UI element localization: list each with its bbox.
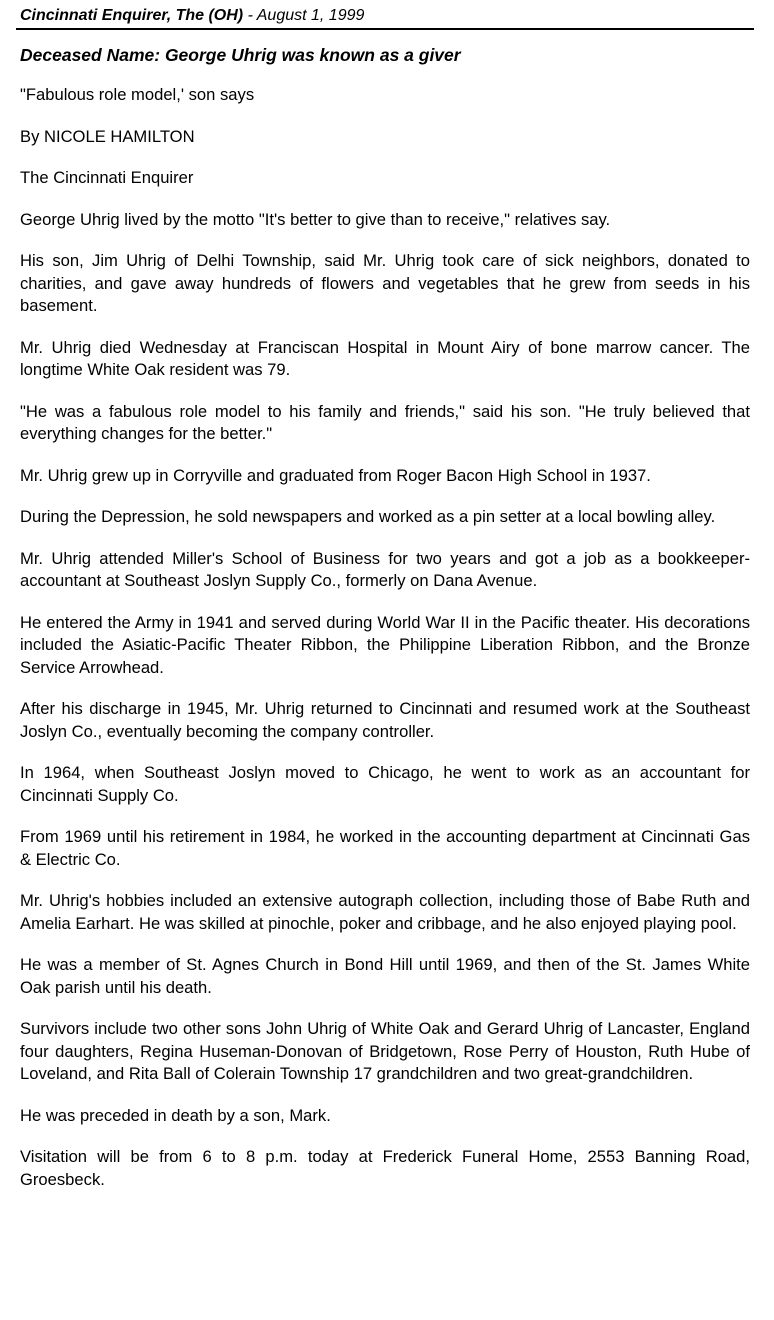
article-paragraph: He entered the Army in 1941 and served during World War II in the Pacific theater. His decorations included the Asiatic-Pacific Theater Ribbon, the Philippine Liberation Ribbon, and the Bronze Service Arrowhead. bbox=[20, 612, 750, 677]
article-paragraph: Mr. Uhrig grew up in Corryville and graduated from Roger Bacon High School in 1937. bbox=[20, 465, 651, 485]
article-body bbox=[20, 84, 750, 1191]
article-paragraph: George Uhrig lived by the motto "It's better to give than to receive," relatives say. bbox=[20, 209, 611, 229]
article-paragraph: Mr. Uhrig attended Miller's School of Business for two years and got a job as a bookkeeper-accountant at Southeast Joslyn Supply Co., formerly on Dana Avenue. bbox=[20, 548, 750, 590]
masthead-separator: - bbox=[243, 7, 257, 24]
article-paragraph: During the Depression, he sold newspapers and worked as a pin setter at a local bowling alley. bbox=[20, 507, 716, 526]
article-headline: Deceased Name: George Uhrig was known as a giver bbox=[20, 45, 461, 65]
article-paragraph: Survivors include two other sons John Uhrig of White Oak and Gerard Uhrig of Lancaster, England four daughters, Regina Huseman-Donovan of Bridgetown, Rose Perry of Houston, Ruth Hube of Loveland, and Rita Ball of Colerain Township 17 grandchildren and two great-grandchildren. bbox=[20, 1019, 750, 1083]
publication-date: August 1, 1999 bbox=[256, 7, 365, 24]
publication-name: Cincinnati Enquirer, The (OH) bbox=[20, 7, 244, 24]
article-paragraph: Mr. Uhrig died Wednesday at Franciscan Hospital in Mount Airy of bone marrow cancer. The longtime White Oak resident was 79. bbox=[20, 337, 750, 379]
article-paragraph: His son, Jim Uhrig of Delhi Township, said Mr. Uhrig took care of sick neighbors, donated to charities, and gave away hundreds of flowers and vegetables that he grew from seeds in his basement. bbox=[20, 251, 750, 315]
article-paragraph: In 1964, when Southeast Joslyn moved to Chicago, he went to work as an accountant for Cincinnati Supply Co. bbox=[20, 763, 750, 805]
article-paragraph: He was preceded in death by a son, Mark. bbox=[20, 1105, 331, 1125]
article-paragraph: Mr. Uhrig's hobbies included an extensive autograph collection, including those of Babe Ruth and Amelia Earhart. He was skilled at pinochle, poker and cribbage, and he also enjoyed playing pool. bbox=[20, 891, 750, 933]
article-paragraph: Visitation will be from 6 to 8 p.m. today at Frederick Funeral Home, 2553 Banning Road, Groesbeck. bbox=[20, 1147, 750, 1189]
masthead bbox=[16, 0, 754, 30]
article-paragraph: He was a member of St. Agnes Church in Bond Hill until 1969, and then of the St. James White Oak parish until his death. bbox=[20, 955, 750, 997]
article-paragraph: After his discharge in 1945, Mr. Uhrig returned to Cincinnati and resumed work at the Southeast Joslyn Co., eventually becoming the company controller. bbox=[20, 699, 750, 741]
article-paragraph: From 1969 until his retirement in 1984, he worked in the accounting department at Cincinnati Gas & Electric Co. bbox=[20, 827, 750, 869]
article-source: The Cincinnati Enquirer bbox=[20, 168, 194, 187]
article-paragraph: "He was a fabulous role model to his family and friends," said his son. "He truly believed that everything changes for the better." bbox=[20, 401, 750, 443]
article-subhead: "Fabulous role model,' son says bbox=[20, 85, 255, 104]
article-byline: By NICOLE HAMILTON bbox=[20, 126, 195, 146]
